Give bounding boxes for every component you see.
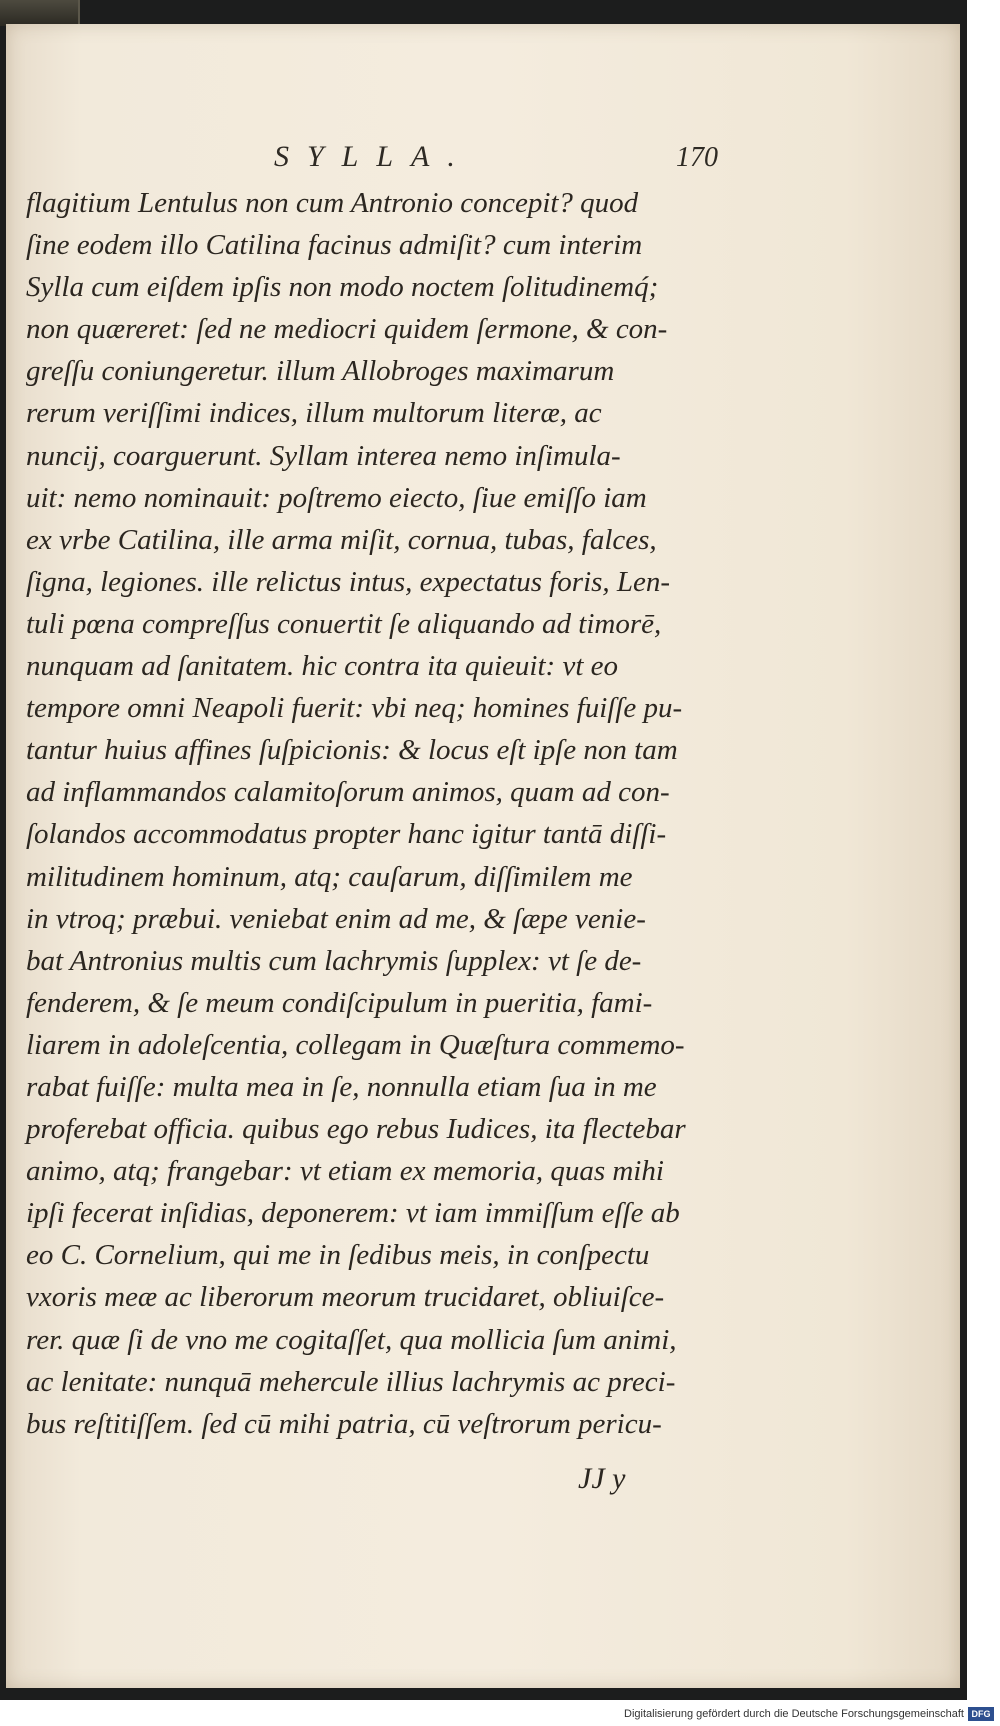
text-line: rer. quæ ſi de vno me cogitaſſet, qua mollicia ſum animi,: [26, 1323, 677, 1356]
text-line: eo C. Cornelium, qui me in ſedibus meis, in conſpectu: [26, 1239, 650, 1272]
text-line: fenderem, & ſe meum condiſcipulum in pueritia, fami-: [26, 986, 653, 1019]
text-line: rerum veriſſimi indices, illum multorum literæ, ac: [26, 397, 602, 430]
text-line: uit: nemo nominauit: poſtremo eiecto, ſiue emiſſo iam: [26, 481, 647, 514]
text-line: non quæreret: ſed ne mediocri quidem ſermone, & con-: [26, 313, 668, 346]
dfg-logo: DFG: [968, 1707, 994, 1721]
running-head: SYLLA.: [274, 140, 473, 173]
text-line: greſſu coniungeretur. illum Allobroges maximarum: [26, 355, 615, 388]
page-header: [6, 140, 960, 180]
book-page: [6, 24, 960, 1688]
text-line: ac lenitate: nunquā mehercule illius lachrymis ac preci-: [26, 1365, 676, 1398]
text-line: vxoris meæ ac liberorum meorum trucidaret, obliuiſce-: [26, 1281, 665, 1314]
text-line: nuncij, coarguerunt. Syllam interea nemo inſimula-: [26, 439, 621, 472]
text-line: Sylla cum eiſdem ipſis non modo noctem ſolitudinemq́;: [26, 271, 659, 304]
text-line: ſine eodem illo Catilina facinus admiſit? cum interim: [26, 229, 643, 262]
catchword: JJ y: [578, 1462, 626, 1495]
funding-credit: Digitalisierung gefördert durch die Deutsche Forschungsgemeinschaft: [624, 1708, 964, 1720]
text-line: militudinem hominum, atq; cauſarum, diſſimilem me: [26, 860, 633, 893]
text-line: rabat fuiſſe: multa mea in ſe, nonnulla etiam ſua in me: [26, 1070, 657, 1103]
text-line: tantur huius affines ſuſpicionis: & locus eſt ipſe non tam: [26, 734, 678, 767]
text-line: tempore omni Neapoli fuerit: vbi neq; homines fuiſſe pu-: [26, 692, 683, 725]
page-text: [26, 182, 766, 1445]
text-line: flagitium Lentulus non cum Antronio concepit? quod: [26, 187, 639, 219]
text-line: in vtroq; præbui. veniebat enim ad me, & ſæpe venie-: [26, 902, 646, 935]
text-line: bat Antronius multis cum lachrymis ſupplex: vt ſe de-: [26, 944, 642, 977]
text-line: proferebat officia. quibus ego rebus Iudices, ita flectebar: [26, 1113, 686, 1146]
text-line: ſolandos accommodatus propter hanc igitur tantā diſſi-: [26, 818, 667, 851]
text-line: ex vrbe Catilina, ille arma miſit, cornua, tubas, falces,: [26, 523, 657, 556]
text-line: bus reſtitiſſem. ſed cū mihi patria, cū veſtrorum pericu-: [26, 1407, 662, 1440]
text-line: nunquam ad ſanitatem. hic contra ita quieuit: vt eo: [26, 650, 618, 683]
text-line: ipſi fecerat inſidias, deponerem: vt iam immiſſum eſſe ab: [26, 1197, 680, 1230]
text-line: ſigna, legiones. ille relictus intus, expectatus foris, Len-: [26, 565, 671, 598]
text-line: tuli pœna compreſſus conuertit ſe aliquando ad timorē,: [26, 607, 662, 640]
folio-number: 170: [676, 142, 718, 173]
text-line: ad inflammandos calamitoſorum animos, quam ad con-: [26, 776, 670, 809]
text-line: animo, atq; frangebar: vt etiam ex memoria, quas mihi: [26, 1155, 664, 1188]
book-clip: [0, 0, 80, 26]
text-line: liarem in adoleſcentia, collegam in Quæſtura commemo-: [26, 1028, 685, 1061]
